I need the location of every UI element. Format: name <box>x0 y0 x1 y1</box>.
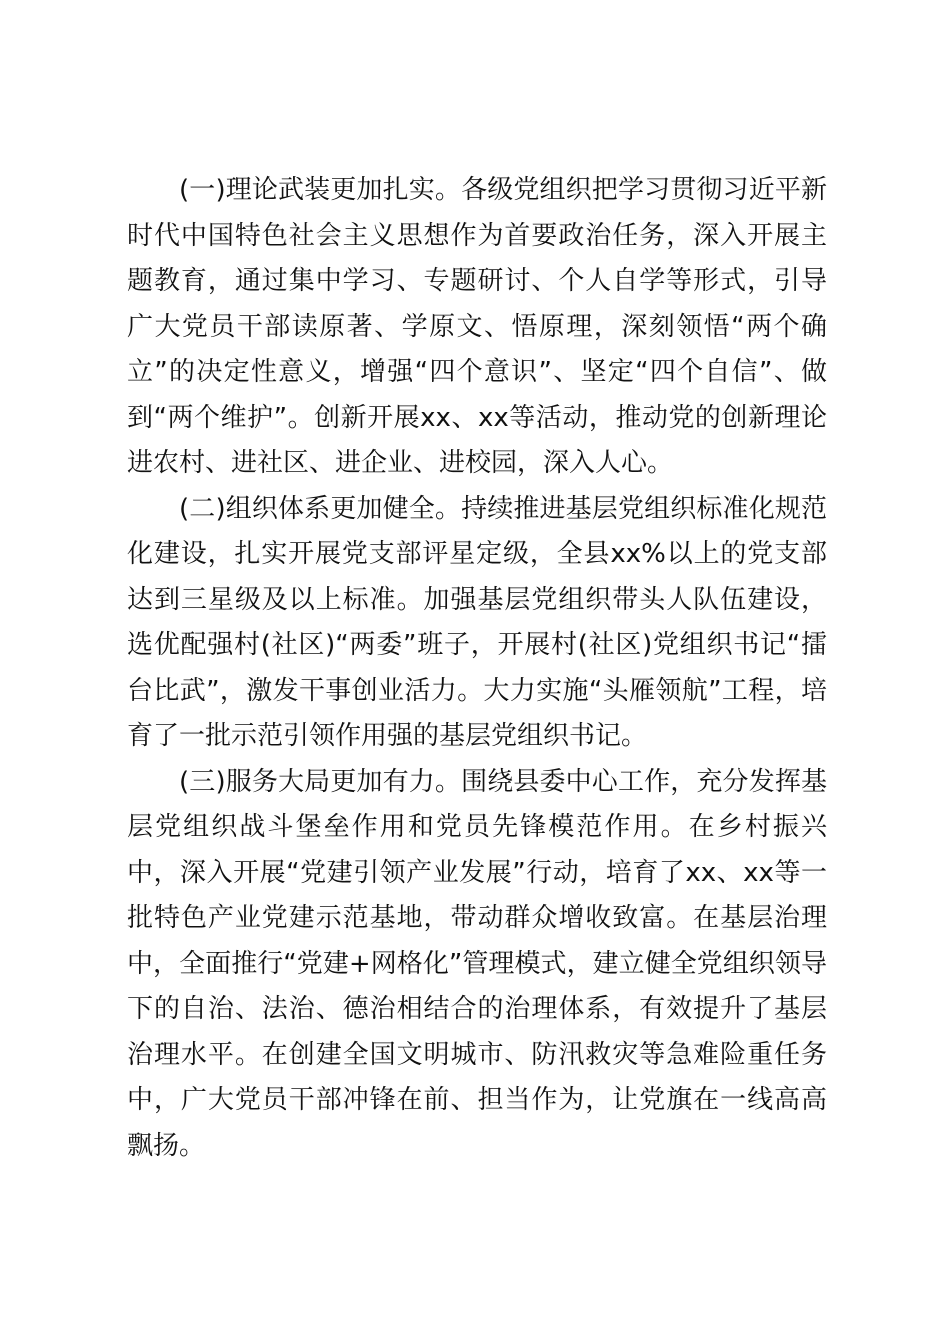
paragraph-serving-overall-situation: (三)服务大局更加有力。围绕县委中心工作，充分发挥基层党组织战斗堡垒作用和党员先锋模范作用。在乡村振兴中，深入开展“党建引领产业发展”行动，培育了xx、xx等一批特色产业党建示范基地，带动群众增收致富。在基层治理中，全面推行“党建+网格化”管理模式，建立健全党组织领导下的自治、法治、德治相结合的治理体系，有效提升了基层治理水平。在创建全国文明城市、防汛救灾等急难险重任务中，广大党员干部冲锋在前、担当作为，让党旗在一线高高飘扬。 <box>127 766 827 1161</box>
paragraph-theory-armament: (一)理论武装更加扎实。各级党组织把学习贯彻习近平新时代中国特色社会主义思想作为首要政治任务，深入开展主题教育，通过集中学习、专题研讨、个人自学等形式，引导广大党员干部读原著、学原文、悟原理，深刻领悟“两个确立”的决定性意义，增强“四个意识”、坚定“四个自信”、做到“两个维护”。创新开展xx、xx等活动，推动党的创新理论进农村、进社区、进企业、进校园，深入人心。 <box>127 175 827 478</box>
paragraph-organization-system: (二)组织体系更加健全。持续推进基层党组织标准化规范化建设，扎实开展党支部评星定级，全县xx%以上的党支部达到三星级及以上标准。加强基层党组织带头人队伍建设，选优配强村(社区)“两委”班子，开展村(社区)党组织书记“擂台比武”，激发干事创业活力。大力实施“头雁领航”工程，培育了一批示范引领作用强的基层党组织书记。 <box>127 493 827 751</box>
document-body <box>127 168 827 1169</box>
